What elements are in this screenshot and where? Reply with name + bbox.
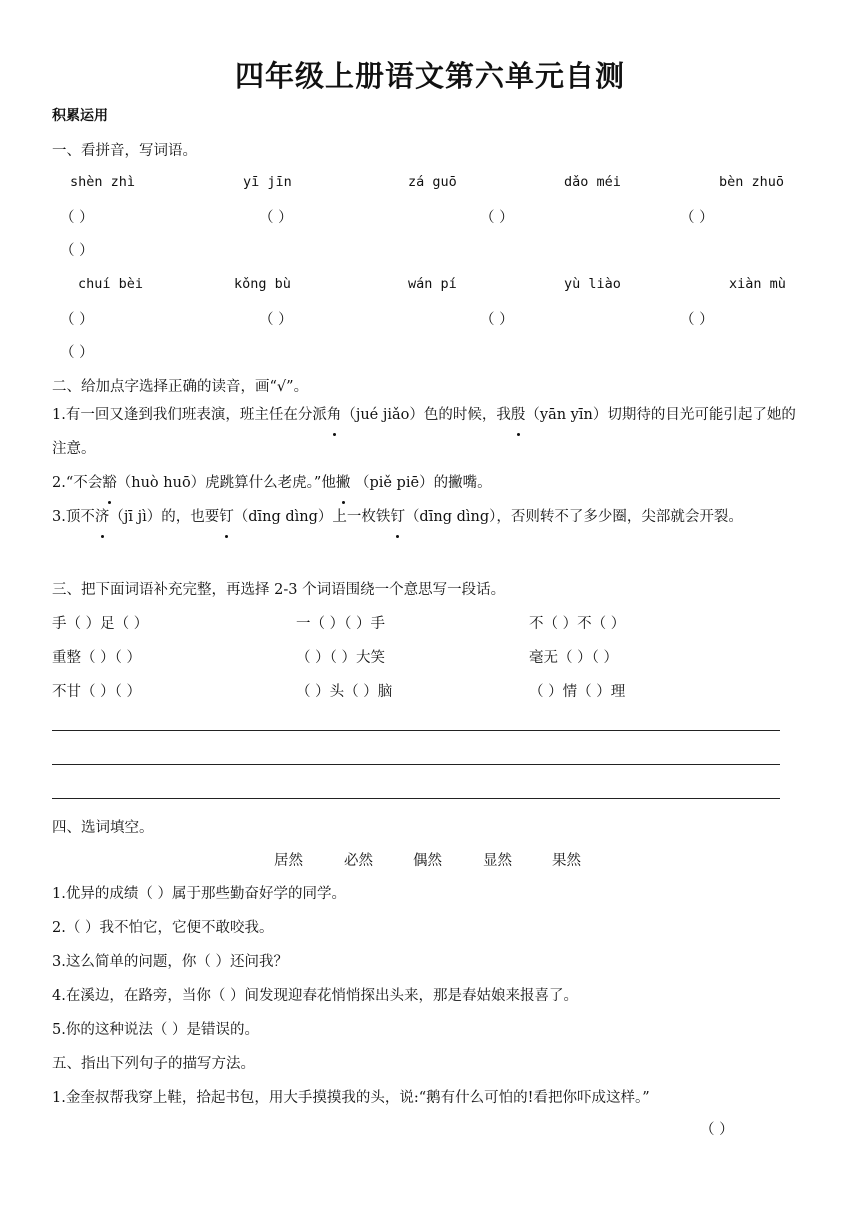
answer-blank[interactable]: （ ） [480, 210, 514, 226]
dotted-char: 豁 [102, 466, 117, 500]
answer-blank[interactable]: （ ） [259, 210, 293, 226]
pinyin: wán pí [408, 276, 457, 292]
dotted-char: 殷 [511, 398, 526, 432]
idiom-blank[interactable]: （ ）（ ）大笑 [296, 650, 385, 666]
answer-blank[interactable]: （ ） [60, 243, 94, 259]
q4-heading: 四、选词填空。 [52, 820, 154, 836]
word-option: 果然 [552, 853, 581, 869]
writing-line[interactable] [52, 764, 780, 765]
pinyin: yù liào [564, 276, 621, 292]
answer-blank[interactable]: （ ） [259, 312, 293, 328]
pinyin: shèn zhì [70, 174, 136, 190]
word-option: 居然 [274, 853, 303, 869]
idiom-blank[interactable]: 不甘（ ）（ ） [52, 684, 141, 700]
idiom-blank[interactable]: 重整（ ）（ ） [52, 650, 141, 666]
word-option: 必然 [344, 853, 373, 869]
q2-sentence-2: 2.“不会豁（huò huō）虎跳算什么老虎。”他撇 （piě piē）的撇嘴。 [52, 466, 808, 500]
answer-blank[interactable]: （ ） [680, 210, 714, 226]
writing-line[interactable] [52, 798, 780, 799]
pinyin: zá guō [408, 174, 457, 190]
q2-heading: 二、给加点字选择正确的读音，画“√”。 [52, 379, 309, 395]
dotted-char: 撇 [336, 466, 351, 500]
pinyin: chuí bèi [78, 276, 144, 292]
answer-blank[interactable]: （ ） [60, 210, 94, 226]
pinyin: yī jīn [243, 174, 292, 190]
q4-item[interactable]: 3.这么简单的问题，你（ ）还问我？ [52, 954, 288, 970]
pinyin: xiàn mù [729, 276, 786, 292]
answer-blank[interactable]: （ ） [60, 312, 94, 328]
idiom-blank[interactable]: （ ）头（ ）脑 [296, 684, 393, 700]
dotted-char: 济 [95, 500, 110, 534]
word-option: 显然 [483, 853, 512, 869]
answer-blank[interactable]: （ ） [60, 345, 94, 361]
answer-blank[interactable]: （ ） [480, 312, 514, 328]
pinyin: dǎo méi [564, 174, 621, 190]
q2-sentence-3: 3.顶不济（jī jì）的，也要钉（dīng dìng）上一枚铁钉（dīng dìng），否则转不了多少圈，尖部就会开裂。 [52, 500, 808, 534]
q4-item[interactable]: 1.优异的成绩（ ）属于那些勤奋好学的同学。 [52, 886, 346, 902]
word-option: 偶然 [413, 853, 442, 869]
q5-item: 1.金奎叔帮我穿上鞋，拾起书包，用大手摸摸我的头，说:“鹅有什么可怕的!看把你吓成这样。” [52, 1090, 650, 1106]
idiom-blank[interactable]: 毫无（ ）（ ） [529, 650, 618, 666]
dotted-char: 钉 [219, 500, 234, 534]
answer-blank[interactable]: （ ） [700, 1122, 734, 1138]
idiom-blank[interactable]: 不（ ）不（ ） [529, 616, 626, 632]
pinyin: bèn zhuō [719, 174, 785, 190]
q1-heading: 一、看拼音，写词语。 [52, 143, 197, 159]
q4-item[interactable]: 5.你的这种说法（ ）是错误的。 [52, 1022, 259, 1038]
q2-sentence-1: 1.有一回又逢到我们班表演，班主任在分派角（jué jiǎo）色的时候，我殷（yān yīn）切期待的目光可能引起了她的注意。 [52, 398, 808, 466]
dotted-char: 角 [327, 398, 342, 432]
q3-heading: 三、把下面词语补充完整，再选择 2-3 个词语围绕一个意思写一段话。 [52, 582, 506, 598]
idiom-blank[interactable]: 手（ ）足（ ） [52, 616, 149, 632]
q4-item[interactable]: 2.（ ）我不怕它，它便不敢咬我。 [52, 920, 274, 936]
idiom-blank[interactable]: （ ）情（ ）理 [529, 684, 626, 700]
pinyin: kǒng bù [234, 276, 291, 292]
page-title: 四年级上册语文第六单元自测 [234, 59, 625, 93]
idiom-blank[interactable]: 一（ ）（ ）手 [296, 616, 385, 632]
q5-heading: 五、指出下列句子的描写方法。 [52, 1056, 255, 1072]
dotted-char: 钉 [390, 500, 405, 534]
writing-line[interactable] [52, 730, 780, 731]
q4-item[interactable]: 4.在溪边，在路旁，当你（ ）间发现迎春花悄悄探出头来，那是春姑娘来报喜了。 [52, 988, 578, 1004]
section-label: 积累运用 [52, 108, 108, 124]
answer-blank[interactable]: （ ） [680, 312, 714, 328]
